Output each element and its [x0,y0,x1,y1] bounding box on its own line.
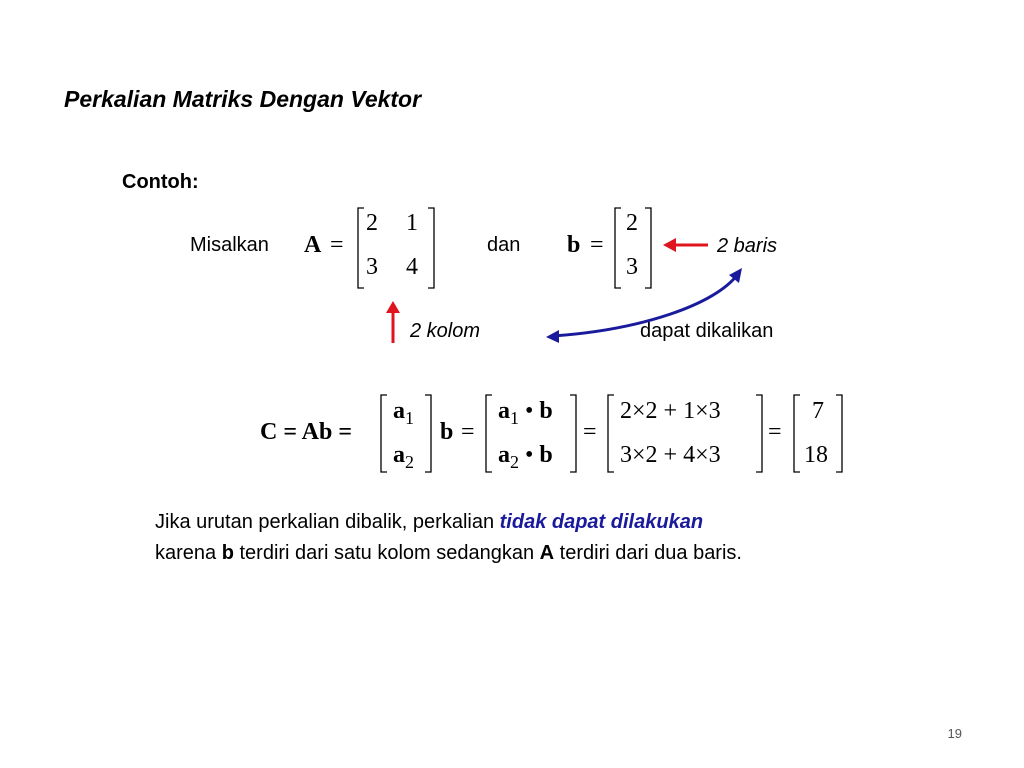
dot-product-row1: $a_1$ • b [498,398,553,428]
bracket-right [836,395,842,472]
paragraph-line-1: Jika urutan perkalian dibalik, perkalian tidak dapat dilakukan [155,511,704,533]
example-label: Contoh: [122,171,199,193]
bracket-right [425,395,431,472]
rowvec-a1: $a_1$ [393,398,414,428]
bracket-left [358,208,364,288]
not-possible-emphasis: tidak dapat dilakukan [499,511,704,533]
vector-b-name: b [567,232,581,258]
blue-curved-arrow-icon [553,274,738,336]
rows-note: 2 baris [717,235,778,257]
bracket-right [756,395,762,472]
matrix-A-cell: 1 [406,210,418,236]
slide-title: Perkalian Matriks Dengan Vektor [64,86,422,112]
matrix-A-name: A [304,232,322,258]
calc-row1: 2×2 + 1×3 [620,398,721,424]
bracket-right [645,208,651,288]
bracket-left [381,395,387,472]
result-row1: 7 [812,398,824,424]
matrix-A-cell: 2 [366,210,378,236]
can-multiply-note: dapat dikalikan [640,320,774,342]
red-arrowhead-icon [386,301,400,313]
bracket-right [428,208,434,288]
cols-note: 2 kolom [410,320,481,342]
blue-arrowhead-icon [546,330,559,343]
misalkan-label: Misalkan [190,234,269,256]
equation-b: b [440,419,454,445]
bracket-left [608,395,614,472]
dot-product-row2: $a_2$ • b [498,442,553,472]
dan-label: dan [487,234,521,256]
bracket-left [794,395,800,472]
rowvec-a2: $a_2$ [393,442,414,472]
equation-equals: = [461,419,475,445]
matrix-A-cell: 4 [406,254,418,280]
vector-b-equals: = [590,232,604,258]
matrix-A-cell: 3 [366,254,378,280]
paragraph-line-2: karena b terdiri dari satu kolom sedangkan A terdiri dari dua baris. [155,542,742,564]
equation-equals: = [768,419,782,445]
result-row2: 18 [804,442,828,468]
bracket-left [615,208,621,288]
vector-b-cell: 3 [626,254,638,280]
red-arrowhead-icon [663,238,676,252]
bracket-right [570,395,576,472]
equation-equals: = [583,419,597,445]
bracket-left [486,395,492,472]
page-number: 19 [947,726,962,741]
calc-row2: 3×2 + 4×3 [620,442,721,468]
matrix-A-equals: = [330,232,344,258]
equation-lhs: C = Ab = [260,419,353,445]
vector-b-cell: 2 [626,210,638,236]
